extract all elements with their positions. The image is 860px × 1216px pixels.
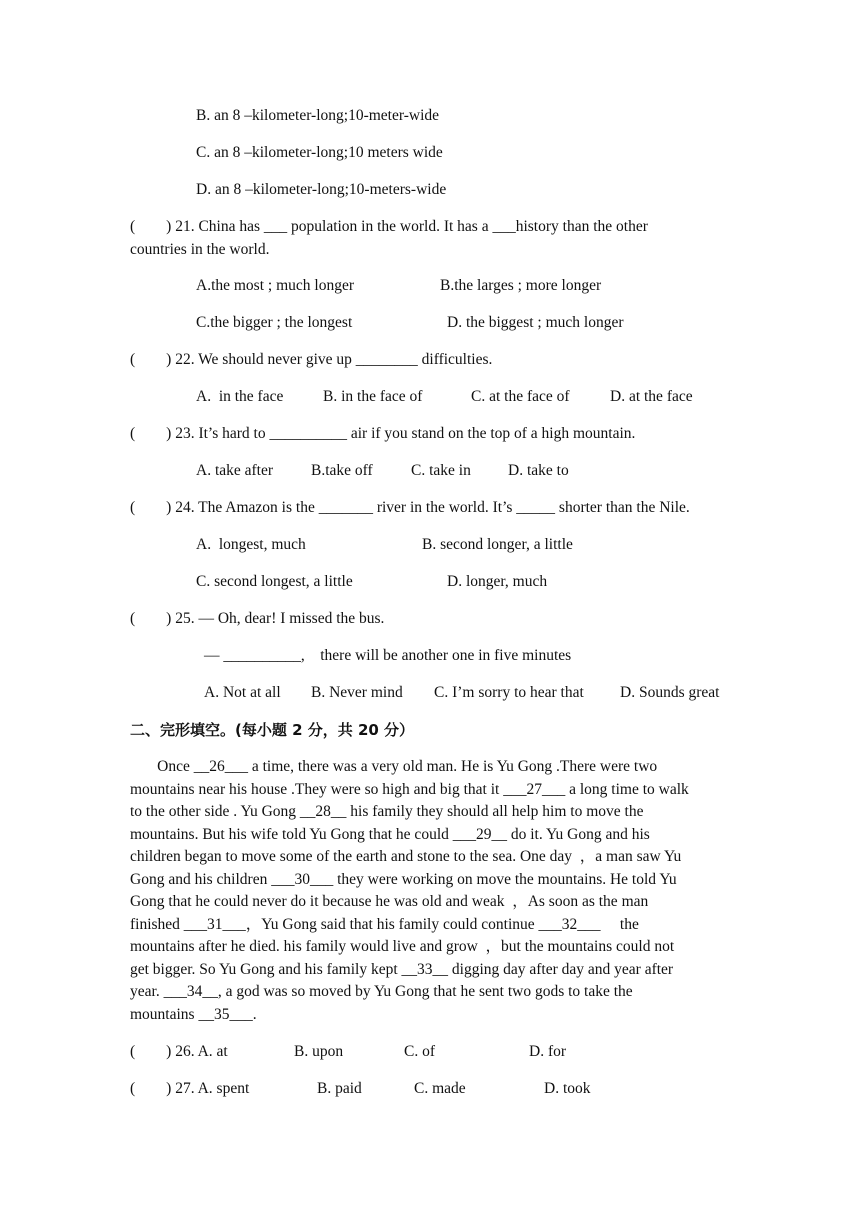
q22-option-c: C. at the face of <box>471 388 570 405</box>
q23-option-b: B.take off <box>311 462 373 479</box>
q25-option-c: C. I’m sorry to hear that <box>434 684 584 701</box>
q22-option-a: A. in the face <box>196 388 284 405</box>
q24-option-c: C. second longest, a little <box>196 573 353 590</box>
q26-option-b: B. upon <box>294 1043 344 1060</box>
q23-stem: ( ) 23. It’s hard to __________ air if you stand on the top of a high mountain. <box>130 425 636 442</box>
q25-option-a: A. Not at all <box>204 684 281 701</box>
q20-option-d: D. an 8 –kilometer-long;10-meters-wide <box>196 181 447 198</box>
q23-option-a: A. take after <box>196 462 274 479</box>
passage-line: to the other side . Yu Gong __28__ his family they should all help him to move the <box>130 803 644 820</box>
q22-option-d: D. at the face <box>610 388 693 405</box>
q24-option-b: B. second longer, a little <box>422 536 573 553</box>
q24-option-d: D. longer, much <box>447 573 548 590</box>
passage-line: Gong and his children ___30___ they were working on move the mountains. He told Yu <box>130 870 677 888</box>
passage-line: mountains __35___. <box>130 1005 257 1023</box>
q27-option-d: D. took <box>544 1080 591 1097</box>
q21-stem-line2: countries in the world. <box>130 241 270 258</box>
q25-option-d: D. Sounds great <box>620 684 720 701</box>
q21-stem-line1: ( ) 21. China has ___ population in the world. It has a ___history than the other <box>130 218 648 235</box>
q27-row <box>130 1079 591 1179</box>
q23-option-c: C. take in <box>411 462 471 479</box>
passage-line: mountains near his house .They were so high and big that it ___27___ a long time to walk <box>130 780 689 798</box>
q24-stem: ( ) 24. The Amazon is the _______ river in the world. It’s _____ shorter than the Nile. <box>130 499 690 516</box>
q26-option-c: C. of <box>404 1043 435 1060</box>
q25-stem: ( ) 25. — Oh, dear! I missed the bus. <box>130 610 385 627</box>
q22-option-b: B. in the face of <box>323 388 423 405</box>
q20-option-c: C. an 8 –kilometer-long;10 meters wide <box>196 144 443 161</box>
q21-option-b: B.the larges ; more longer <box>440 277 602 294</box>
q27-stem: ( ) 27. A. spent <box>130 1080 250 1097</box>
passage-line: get bigger. So Yu Gong and his family kept __33__ digging day after day and year after <box>130 960 674 978</box>
q27-option-b: B. paid <box>317 1080 362 1097</box>
passage-line: mountains after he died. his family would live and grow ，but the mountains could not <box>130 938 675 955</box>
cloze-passage <box>130 756 732 1026</box>
passage-line: Once __26___ a time, there was a very old man. He is Yu Gong .There were two <box>130 758 658 775</box>
q23-option-d: D. take to <box>508 462 569 479</box>
q21-option-a: A.the most ; much longer <box>196 277 354 294</box>
passage-line: finished ___31___，Yu Gong said that his family could continue ___32___ the <box>130 915 639 933</box>
q21-option-c: C.the bigger ; the longest <box>196 314 353 331</box>
q20-option-b: B. an 8 –kilometer-long;10-meter-wide <box>196 107 440 124</box>
passage-line: Gong that he could never do it because he was old and weak ，As soon as the man <box>130 893 649 910</box>
q24-option-a: A. longest, much <box>196 536 306 553</box>
passage-line: mountains. But his wife told Yu Gong that he could ___29__ do it. Yu Gong and his <box>130 825 650 843</box>
q22-stem: ( ) 22. We should never give up ________ difficulties. <box>130 351 493 368</box>
q26-stem: ( ) 26. A. at <box>130 1043 228 1060</box>
q21-option-d: D. the biggest ; much longer <box>447 314 624 331</box>
passage-line: year. ___34__, a god was so moved by Yu Gong that he sent two gods to take the <box>130 983 633 1000</box>
q27-option-c: C. made <box>414 1080 466 1097</box>
q25-reply: — __________, there will be another one in five minutes <box>204 647 572 664</box>
section2-heading: 二、完形填空。(每小题 2 分，共 20 分） <box>130 721 415 739</box>
q25-option-b: B. Never mind <box>311 684 403 701</box>
passage-line: children began to move some of the earth and stone to the sea. One day ，a man saw Yu <box>130 848 682 865</box>
q26-option-d: D. for <box>529 1043 567 1060</box>
